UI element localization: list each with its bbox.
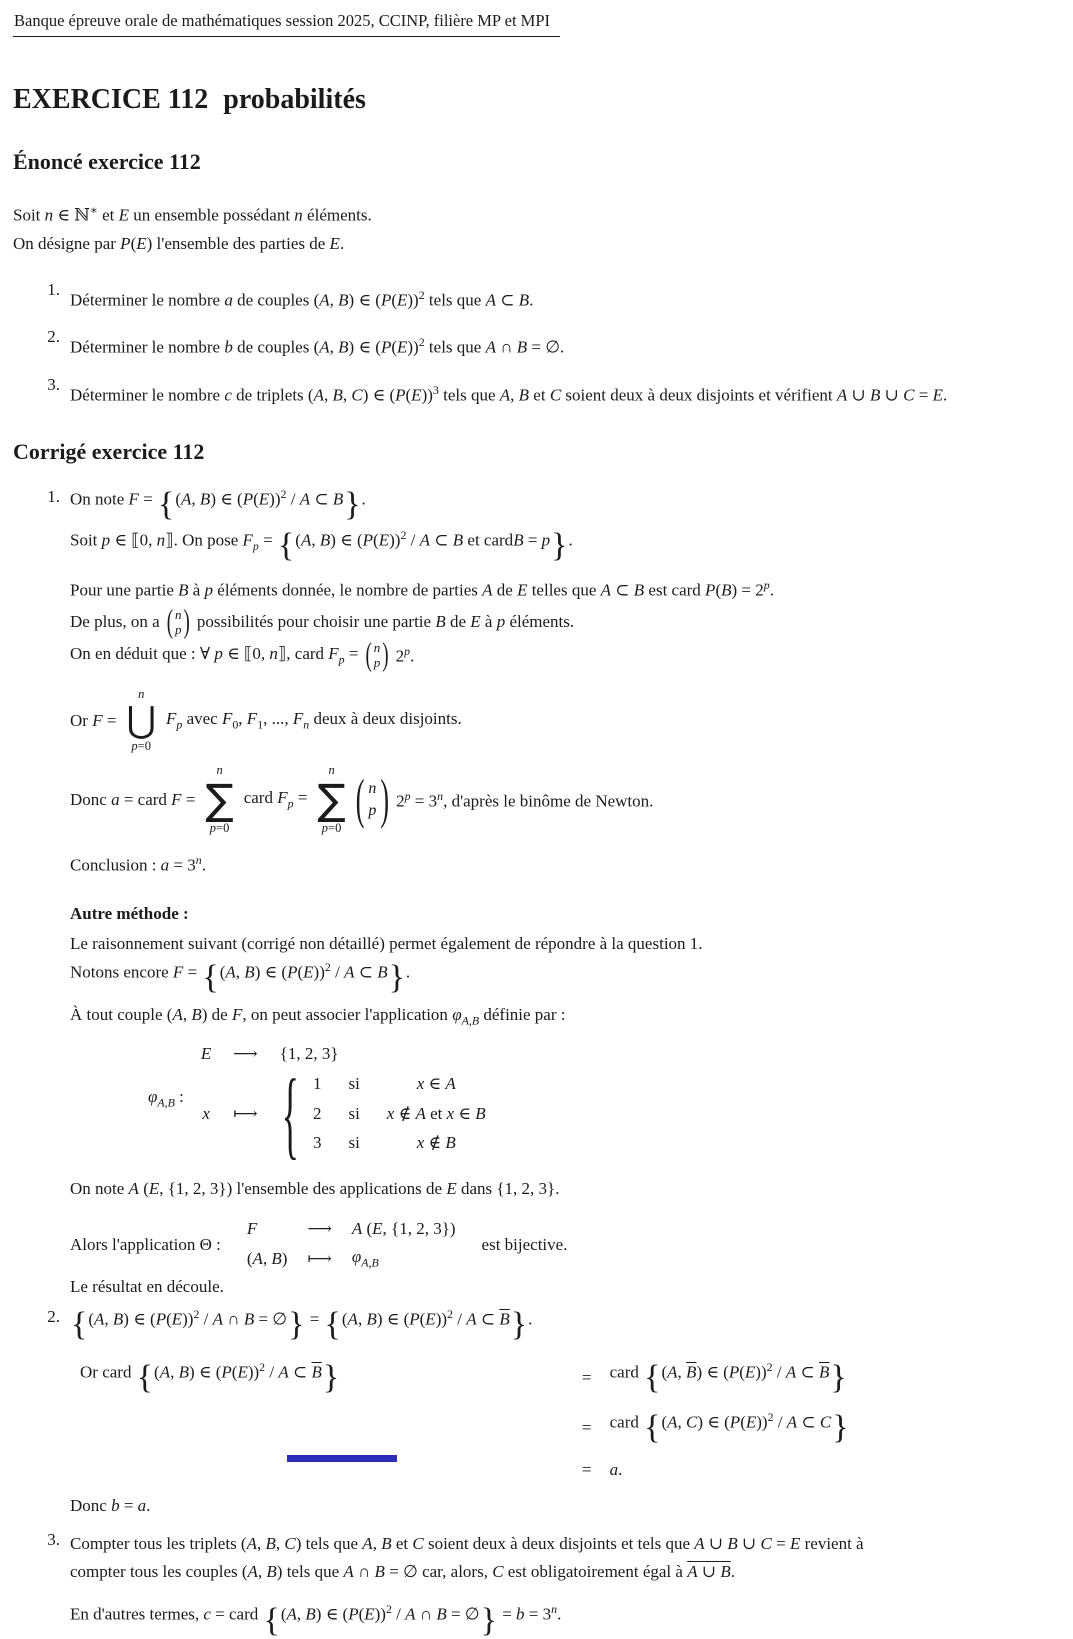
equation-rhs: a.: [609, 1460, 623, 1480]
math-line: Notons encore F = {(A, B) ∈ $(P(E))^2$ / A ⊂ B}.: [70, 958, 411, 996]
case-condition: x ∈ A: [416, 1074, 456, 1094]
enonce-item-2: [34, 327, 1073, 363]
enonce-item-3: [34, 375, 1073, 411]
sum-lower-limit: p=0: [209, 821, 230, 836]
math-line: [70, 604, 1073, 641]
math-line: [70, 637, 1073, 674]
binomial-top: n: [373, 639, 381, 655]
cases-grid: [313, 1074, 486, 1153]
line-segment: $F_p$ avec $F_0$, $F_1$, ..., $F_n$ deux à deux disjoints.: [165, 709, 462, 732]
mapsto-arrow-icon: ⟼: [233, 1103, 258, 1123]
enonce-intro-line2: On désigne par P(E) l'ensemble des parties de E.: [13, 233, 345, 253]
case-si: si: [348, 1103, 360, 1123]
map-element: (A, B): [246, 1249, 288, 1269]
text-line: À tout couple (A, B) de F, on peut associer l'application $\varphi_{A,B}$ définie par :: [70, 1004, 566, 1028]
map-codomain: A (E, {1, 2, 3}): [351, 1219, 456, 1239]
union-upper-limit: n: [138, 687, 145, 702]
sum-operator: ∑: [205, 774, 234, 824]
corrige-heading: Corrigé exercice 112: [13, 438, 205, 464]
theta-map: [247, 1219, 456, 1270]
equals-sign: =: [581, 1417, 592, 1437]
corrige-item-3-body: [70, 1530, 1073, 1637]
case-condition: x ∉ A et x ∈ B: [386, 1103, 486, 1123]
enonce-heading: Énoncé exercice 112: [13, 149, 201, 174]
summation: [205, 763, 233, 837]
left-paren: (: [365, 637, 372, 674]
phi-definition-block: [148, 1044, 1073, 1169]
exercise-title: [13, 84, 1073, 116]
sum-lower-limit: p=0: [321, 821, 342, 836]
enonce-item-1: [34, 280, 1073, 316]
cases-brace: {: [281, 1058, 299, 1169]
mapsto-arrow-icon: ⟼: [307, 1249, 332, 1269]
corrige-item-1: [34, 487, 1073, 1297]
text-line: On note A (E, {1, 2, 3}) l'ensemble des applications de E dans {1, 2, 3}.: [70, 1179, 560, 1199]
line-segment: $2^p = 3^n$, d'après le binôme de Newton.: [396, 788, 654, 811]
binomial-top: n: [368, 780, 377, 798]
math-line: Soit p ∈ ⟦0, n⟧. On pose $F_p = \{(A$, B) ∈ $(P(E))^2$ / A ⊂ B et cardB = p}.: [70, 527, 573, 564]
map-domain: F: [246, 1219, 258, 1239]
union-lower-limit: p=0: [131, 739, 151, 754]
binomial-coefficient: [365, 637, 389, 674]
equation-rhs: card {(A, C) ∈ $(P(E))^2$ / A ⊂ C}: [609, 1409, 849, 1447]
math-line: {(A, B) ∈ $(P(E))^2$ / A ∩ B = ∅} = {(A, B) ∈ $(P(E))^2$ / A ⊂ $\overline{B}$}.: [71, 1306, 533, 1344]
text-line: Donc b = a.: [70, 1496, 151, 1516]
map-codomain: {1, 2, 3}: [279, 1044, 339, 1064]
binomial-bottom: p: [368, 802, 377, 820]
item-number: 1.: [47, 279, 60, 299]
sum-upper-limit: n: [328, 763, 335, 777]
binomial-coefficient: [355, 768, 390, 830]
binomial-bottom: p: [373, 655, 381, 671]
left-paren: (: [166, 604, 174, 641]
item-text: Déterminer le nombre a de couples (A, B) ∈ $(P(E))^2$ tels que A ⊂ B.: [70, 287, 534, 310]
left-paren: (: [355, 768, 365, 830]
line-segment: Or F =: [70, 711, 117, 731]
math-line: On note F = {(A, B) ∈ $(P(E))^2$ / A ⊂ B}.: [70, 485, 366, 523]
item-text: Déterminer le nombre b de couples (A, B) ∈ $(P(E))^2$ tels que A ∩ B = ∅.: [70, 335, 565, 357]
right-paren: ): [183, 604, 190, 641]
union-line: [70, 687, 1073, 755]
sum-upper-limit: n: [216, 763, 223, 777]
case-si: si: [348, 1074, 360, 1094]
sum-line: [70, 763, 1073, 837]
arrow-right-icon: ⟶: [233, 1044, 258, 1064]
case-si: si: [348, 1133, 360, 1153]
case-value: 2: [312, 1103, 322, 1123]
right-paren: ): [382, 637, 389, 674]
map-image: $\varphi_{A,B}$: [351, 1247, 379, 1270]
corrige-item-3: [34, 1530, 1073, 1637]
header-title: Banque épreuve orale de mathématiques session 2025, CCINP, filière MP et MPI: [14, 11, 550, 30]
line-segment: possibilités pour choisir une partie B de E à p éléments.: [196, 612, 575, 632]
case-value: 1: [312, 1074, 322, 1094]
text-line: Compter tous les triplets (A, B, C) tels que A, B et C soient deux à deux disjoints et tels que A ∪ B ∪ C = E revient à compter tous les couples (A, B) tels que A ∩ B = ∅ car, alors, C est obligatoirement égal à A ∪ B.: [70, 1534, 864, 1582]
binomial-top: n: [175, 606, 182, 622]
document-header: [13, 11, 560, 37]
enonce-intro-line1: Soit n ∈ ℕ∗ et E un ensemble possédant n éléments.: [13, 203, 372, 225]
sum-operator: ∑: [317, 774, 346, 824]
conclusion-line: Conclusion : $a = 3^n$.: [70, 853, 206, 875]
enonce-list: [0, 280, 1073, 411]
arrow-right-icon: ⟶: [307, 1219, 332, 1239]
equation-rhs: card {(A, $\overline{B}$) ∈ $(P(E))^2$ / A ⊂ $\overline{B}$}: [609, 1359, 847, 1397]
item-number: 3.: [47, 1530, 60, 1550]
aligned-equations: [80, 1360, 1073, 1480]
enonce-intro: [13, 196, 1073, 258]
exercise-title-number: EXERCICE 112: [13, 84, 209, 115]
line-segment: De plus, on a: [70, 612, 160, 632]
summation: [317, 763, 345, 837]
line-segment: On en déduit que : ∀ p ∈ ⟦0, n⟧, card $F_p$ =: [70, 643, 359, 667]
binomial-bottom: p: [175, 622, 182, 638]
right-paren: ): [380, 768, 390, 830]
item-number: 2.: [47, 327, 60, 347]
footer-bar-partial: [287, 1455, 397, 1462]
map-domain: E: [200, 1044, 212, 1064]
map-element: x: [202, 1103, 210, 1123]
equals-sign: =: [581, 1367, 592, 1387]
theta-block: [70, 1219, 1073, 1270]
line-segment: Donc a = card F =: [70, 790, 196, 810]
text-line: Le résultat en découle.: [70, 1276, 224, 1296]
autre-methode-heading: Autre méthode :: [70, 903, 189, 923]
line-segment: 2$^p$.: [395, 644, 415, 666]
equation-lhs: Or card {(A, B) ∈ $(P(E))^2$ / A ⊂ $\overline{B}$}: [80, 1359, 340, 1397]
equals-sign: =: [581, 1460, 592, 1480]
text-line: Pour une partie B à p éléments donnée, le nombre de parties A de E telles que A ⊂ B est card $P(B) = 2^p$.: [70, 578, 774, 600]
text-line: Le raisonnement suivant (corrigé non détaillé) permet également de répondre à la question 1.: [70, 933, 703, 953]
binomial-coefficient: [166, 604, 190, 641]
corrige-item-2-body: [70, 1307, 1073, 1517]
exercise-title-topic: probabilités: [223, 84, 366, 115]
phi-label: $\varphi_{A,B}$ :: [148, 1087, 184, 1110]
union-operator: ⋃: [126, 699, 156, 741]
cases-construct: [280, 1058, 486, 1169]
n-ary-union: [126, 687, 156, 755]
theta-label: Alors l'application Θ :: [70, 1235, 221, 1255]
math-line: En d'autres termes, c = card {(A, B) ∈ $(P(E))^2$ / A ∩ B = ∅} = $b = 3^n$.: [70, 1601, 562, 1639]
item-number: 2.: [47, 1306, 60, 1326]
phi-map: [200, 1044, 486, 1169]
item-number: 3.: [47, 374, 60, 394]
case-value: 3: [312, 1133, 322, 1153]
case-condition: x ∉ B: [416, 1133, 456, 1153]
line-segment: card $F_p$ =: [243, 788, 308, 811]
theta-conclusion: est bijective.: [481, 1235, 568, 1255]
corrige-item-2: [34, 1307, 1073, 1517]
corrige-item-1-body: [70, 487, 1073, 1297]
item-text: Déterminer le nombre c de triplets (A, B, C) ∈ $(P(E))^3$ tels que A, B et C soient deux à deux disjoints et vérifient A ∪ B ∪ C = E.: [70, 382, 948, 405]
item-number: 1.: [47, 486, 60, 506]
